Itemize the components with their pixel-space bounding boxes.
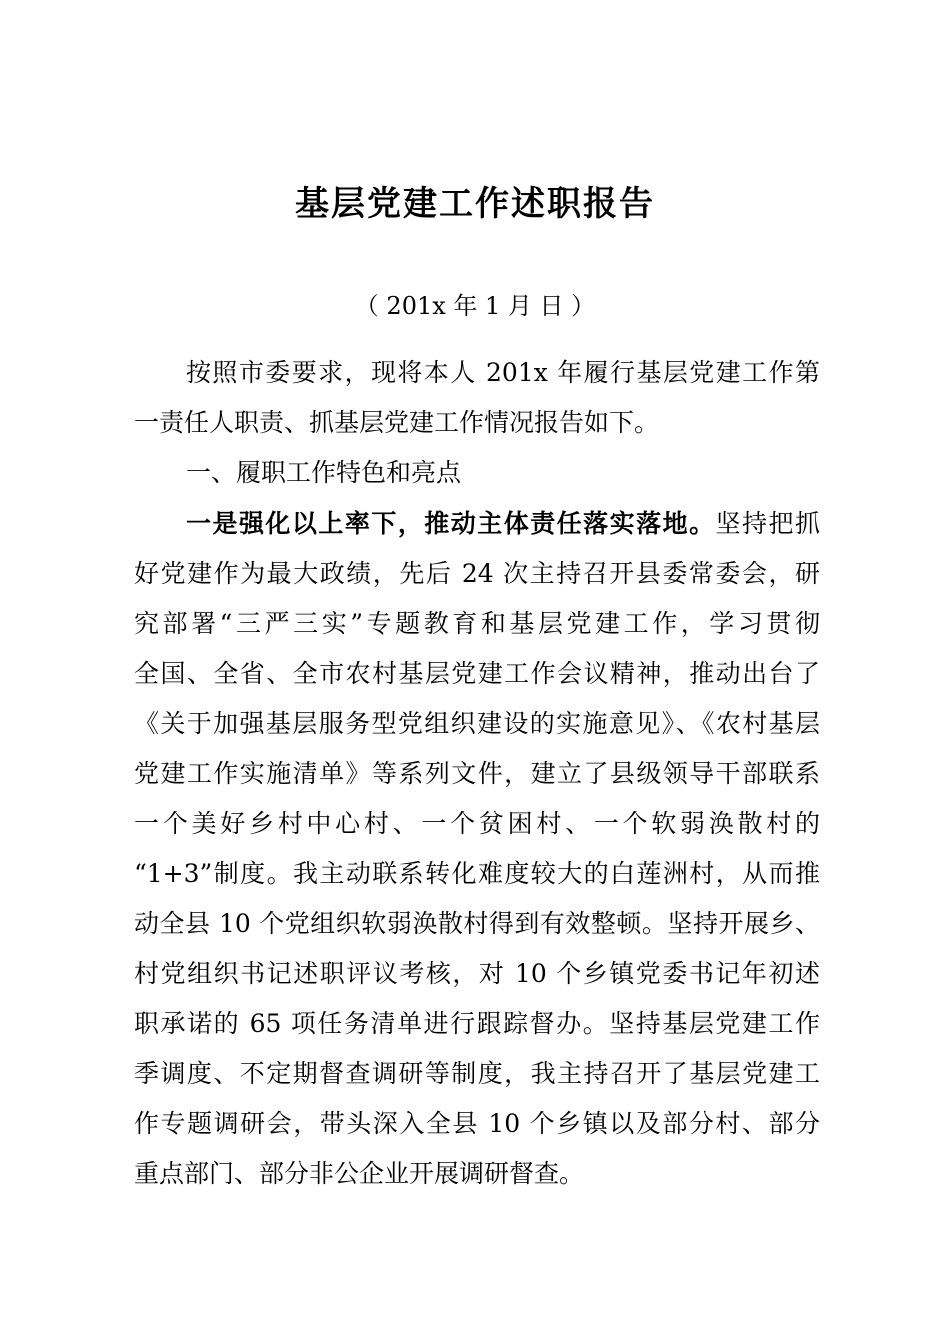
paragraph-lead-rest: 坚持把抓 — [715, 509, 820, 538]
document-title: 基层党建工作述职报告 — [295, 184, 655, 224]
paragraph-line: 村党组织书记述职评议考核，对 10 个乡镇党委书记年初述 — [134, 959, 820, 988]
paragraph-line: “1+3”制度。我主动联系转化难度较大的白莲洲村，从而推 — [134, 859, 820, 888]
paragraph-line: 好党建作为最大政绩，先后 24 次主持召开县委常委会，研 — [134, 559, 820, 588]
paragraph-lead-line — [186, 508, 820, 540]
paragraph-line: 重点部门、部分非公企业开展调研督查。 — [134, 1159, 585, 1188]
paragraph-line: 季调度、不定期督查调研等制度，我主持召开了基层党建工 — [134, 1059, 820, 1088]
paragraph-line: 究部署“三严三实”专题教育和基层党建工作，学习贯彻 — [134, 609, 820, 638]
document-date: （ 201x 年 1 月 日 ） — [354, 292, 596, 320]
paragraph-lead-bold: 一是强化以上率下，推动主体责任落实落地。 — [186, 509, 716, 538]
paragraph-line: 一个美好乡村中心村、一个贫困村、一个软弱涣散村的 — [134, 809, 820, 838]
intro-line: 按照市委要求，现将本人 201x 年履行基层党建工作第 — [186, 358, 820, 387]
paragraph-line: 全国、全省、全市农村基层党建工作会议精神，推动出台了 — [134, 659, 820, 688]
paragraph-line: 党建工作实施清单》等系列文件，建立了县级领导干部联系 — [134, 759, 820, 788]
paragraph-line: 作专题调研会，带头深入全县 10 个乡镇以及部分村、部分 — [134, 1109, 820, 1138]
paragraph-line: 职承诺的 65 项任务清单进行跟踪督办。坚持基层党建工作 — [134, 1009, 820, 1038]
paragraph-line: 《关于加强基层服务型党组织建设的实施意见》、《农村基层 — [134, 709, 820, 738]
intro-line: 一责任人职责、抓基层党建工作情况报告如下。 — [134, 408, 660, 437]
section-heading: 一、履职工作特色和亮点 — [186, 458, 462, 487]
paragraph-line: 动全县 10 个党组织软弱涣散村得到有效整顿。坚持开展乡、 — [134, 909, 820, 938]
